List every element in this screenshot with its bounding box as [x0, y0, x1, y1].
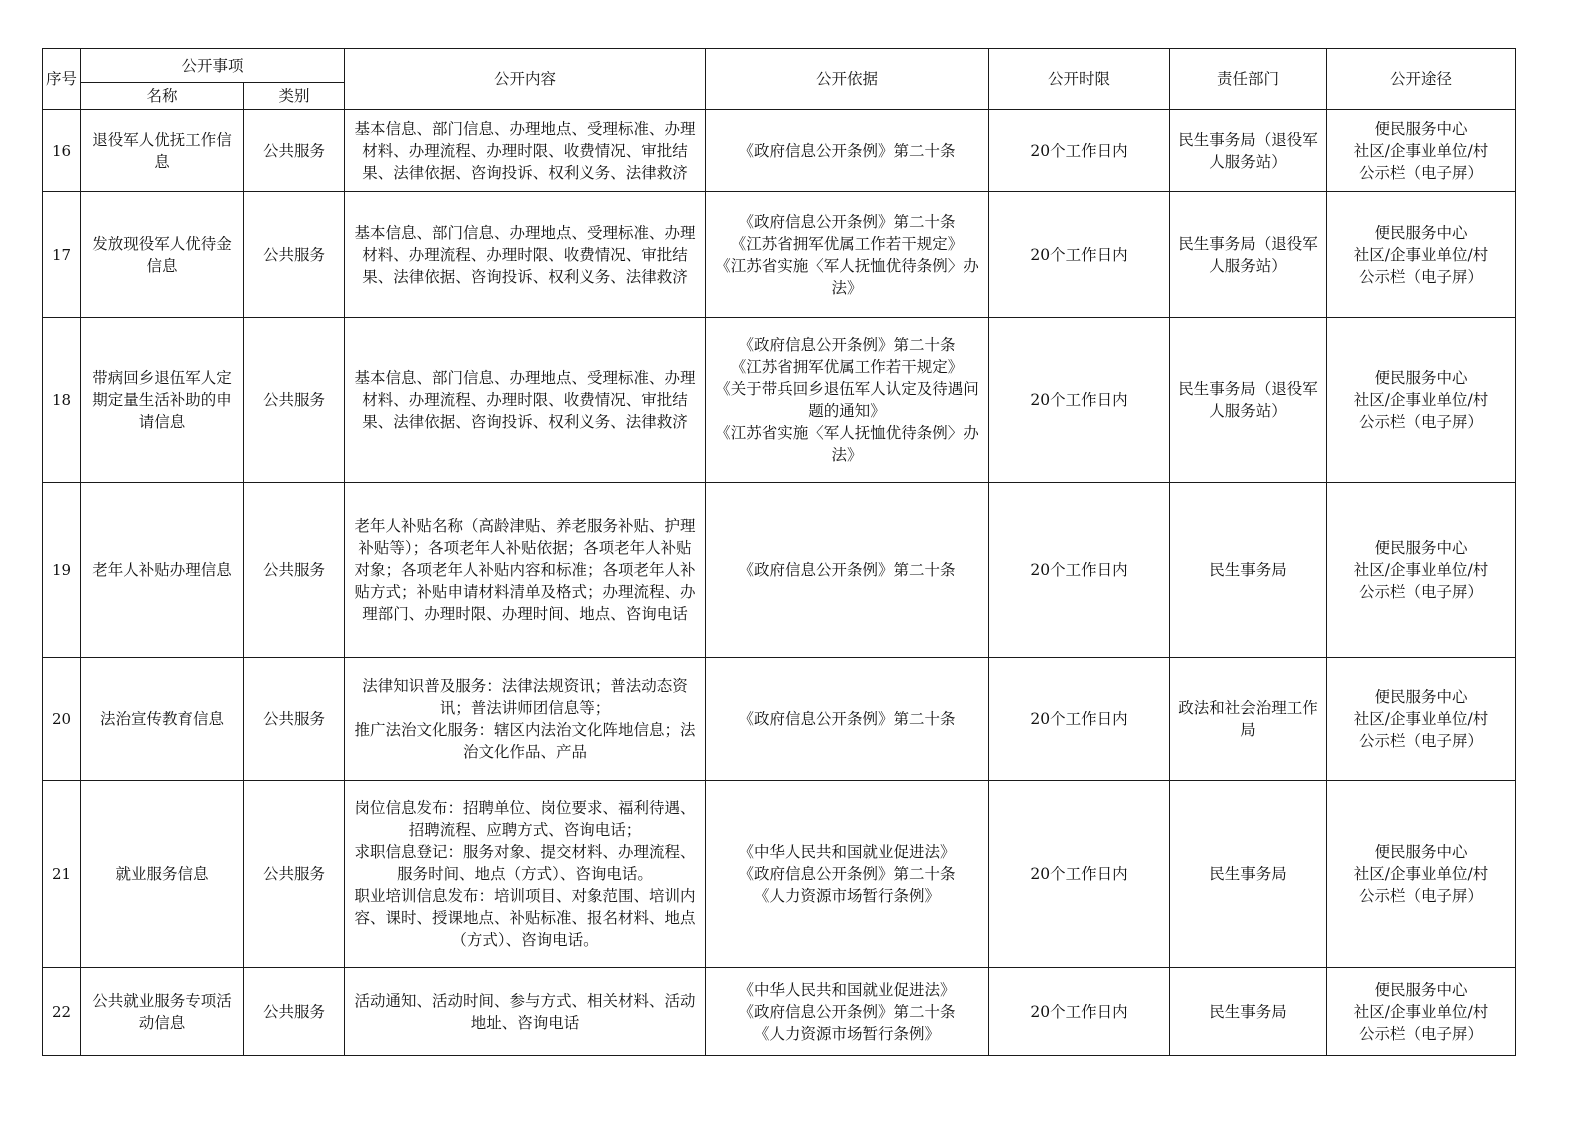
row-time-limit: 20个工作日内: [989, 658, 1170, 781]
row-name: 公共就业服务专项活动信息: [81, 968, 244, 1056]
row-content: 基本信息、部门信息、办理地点、受理标准、办理材料、办理流程、办理时限、收费情况、审批结果、法律依据、咨询投诉、权利义务、法律救济: [345, 192, 706, 318]
row-category: 公共服务: [244, 968, 345, 1056]
row-time-limit: 20个工作日内: [989, 192, 1170, 318]
row-name: 发放现役军人优待金信息: [81, 192, 244, 318]
disclosure-table: [42, 48, 1516, 1056]
row-basis: 《政府信息公开条例》第二十条 《江苏省拥军优属工作若干规定》 《江苏省实施〈军人抚恤优待条例〉办法》: [706, 192, 989, 318]
row-seq: 16: [43, 110, 81, 192]
row-basis: 《中华人民共和国就业促进法》 《政府信息公开条例》第二十条 《人力资源市场暂行条例》: [706, 968, 989, 1056]
table-row: [43, 483, 1516, 658]
row-channel: 便民服务中心 社区/企事业单位/村 公示栏（电子屏）: [1327, 781, 1516, 968]
row-basis: 《政府信息公开条例》第二十条: [706, 483, 989, 658]
row-time-limit: 20个工作日内: [989, 781, 1170, 968]
row-category: 公共服务: [244, 781, 345, 968]
row-name: 就业服务信息: [81, 781, 244, 968]
row-seq: 17: [43, 192, 81, 318]
row-name: 法治宣传教育信息: [81, 658, 244, 781]
table-row: [43, 192, 1516, 318]
table-row: [43, 318, 1516, 483]
row-channel: 便民服务中心 社区/企事业单位/村 公示栏（电子屏）: [1327, 968, 1516, 1056]
header-department: 责任部门: [1170, 49, 1327, 110]
row-department: 民生事务局（退役军人服务站）: [1170, 318, 1327, 483]
row-seq: 22: [43, 968, 81, 1056]
row-basis: 《政府信息公开条例》第二十条: [706, 658, 989, 781]
row-name: 老年人补贴办理信息: [81, 483, 244, 658]
row-channel: 便民服务中心 社区/企事业单位/村 公示栏（电子屏）: [1327, 658, 1516, 781]
row-channel: 便民服务中心 社区/企事业单位/村 公示栏（电子屏）: [1327, 110, 1516, 192]
table-row: [43, 968, 1516, 1056]
row-channel: 便民服务中心 社区/企事业单位/村 公示栏（电子屏）: [1327, 483, 1516, 658]
row-category: 公共服务: [244, 192, 345, 318]
row-basis: 《中华人民共和国就业促进法》 《政府信息公开条例》第二十条 《人力资源市场暂行条例》: [706, 781, 989, 968]
row-basis: 《政府信息公开条例》第二十条 《江苏省拥军优属工作若干规定》 《关于带兵回乡退伍军人认定及待遇问题的通知》 《江苏省实施〈军人抚恤优待条例〉办法》: [706, 318, 989, 483]
row-time-limit: 20个工作日内: [989, 968, 1170, 1056]
table-row: [43, 781, 1516, 968]
row-content: 基本信息、部门信息、办理地点、受理标准、办理材料、办理流程、办理时限、收费情况、审批结果、法律依据、咨询投诉、权利义务、法律救济: [345, 318, 706, 483]
row-department: 民生事务局: [1170, 968, 1327, 1056]
document-page: [42, 48, 1516, 1056]
row-category: 公共服务: [244, 110, 345, 192]
header-content: 公开内容: [345, 49, 706, 110]
row-name: 带病回乡退伍军人定期定量生活补助的申请信息: [81, 318, 244, 483]
row-department: 民生事务局（退役军人服务站）: [1170, 192, 1327, 318]
row-seq: 19: [43, 483, 81, 658]
row-time-limit: 20个工作日内: [989, 318, 1170, 483]
row-category: 公共服务: [244, 658, 345, 781]
row-department: 民生事务局（退役军人服务站）: [1170, 110, 1327, 192]
row-department: 民生事务局: [1170, 781, 1327, 968]
row-content: 活动通知、活动时间、参与方式、相关材料、活动地址、咨询电话: [345, 968, 706, 1056]
row-content: 老年人补贴名称（高龄津贴、养老服务补贴、护理补贴等）；各项老年人补贴依据；各项老年人补贴对象；各项老年人补贴内容和标准；各项老年人补贴方式；补贴申请材料清单及格式；办理流程、办理部门、办理时限、办理时间、地点、咨询电话: [345, 483, 706, 658]
row-department: 政法和社会治理工作局: [1170, 658, 1327, 781]
header-row-1: [43, 49, 1516, 83]
row-content: 法律知识普及服务：法律法规资讯；普法动态资讯；普法讲师团信息等； 推广法治文化服务：辖区内法治文化阵地信息；法治文化作品、产品: [345, 658, 706, 781]
row-content: 基本信息、部门信息、办理地点、受理标准、办理材料、办理流程、办理时限、收费情况、审批结果、法律依据、咨询投诉、权利义务、法律救济: [345, 110, 706, 192]
header-time-limit: 公开时限: [989, 49, 1170, 110]
row-basis: 《政府信息公开条例》第二十条: [706, 110, 989, 192]
row-seq: 21: [43, 781, 81, 968]
row-content: 岗位信息发布：招聘单位、岗位要求、福利待遇、招聘流程、应聘方式、咨询电话； 求职信息登记：服务对象、提交材料、办理流程、服务时间、地点（方式）、咨询电话。 职业培训信息发布：培训项目、对象范围、培训内容、课时、授课地点、补贴标准、报名材料、地点（方式）、咨询电话。: [345, 781, 706, 968]
row-category: 公共服务: [244, 318, 345, 483]
header-item-group: 公开事项: [81, 49, 345, 83]
header-basis: 公开依据: [706, 49, 989, 110]
row-channel: 便民服务中心 社区/企事业单位/村 公示栏（电子屏）: [1327, 192, 1516, 318]
row-seq: 18: [43, 318, 81, 483]
row-time-limit: 20个工作日内: [989, 110, 1170, 192]
row-category: 公共服务: [244, 483, 345, 658]
row-time-limit: 20个工作日内: [989, 483, 1170, 658]
table-row: [43, 658, 1516, 781]
header-channel: 公开途径: [1327, 49, 1516, 110]
row-department: 民生事务局: [1170, 483, 1327, 658]
header-item-category: 类别: [244, 83, 345, 110]
row-channel: 便民服务中心 社区/企事业单位/村 公示栏（电子屏）: [1327, 318, 1516, 483]
header-seq: 序号: [43, 49, 81, 110]
row-name: 退役军人优抚工作信息: [81, 110, 244, 192]
table-row: [43, 110, 1516, 192]
row-seq: 20: [43, 658, 81, 781]
header-item-name: 名称: [81, 83, 244, 110]
